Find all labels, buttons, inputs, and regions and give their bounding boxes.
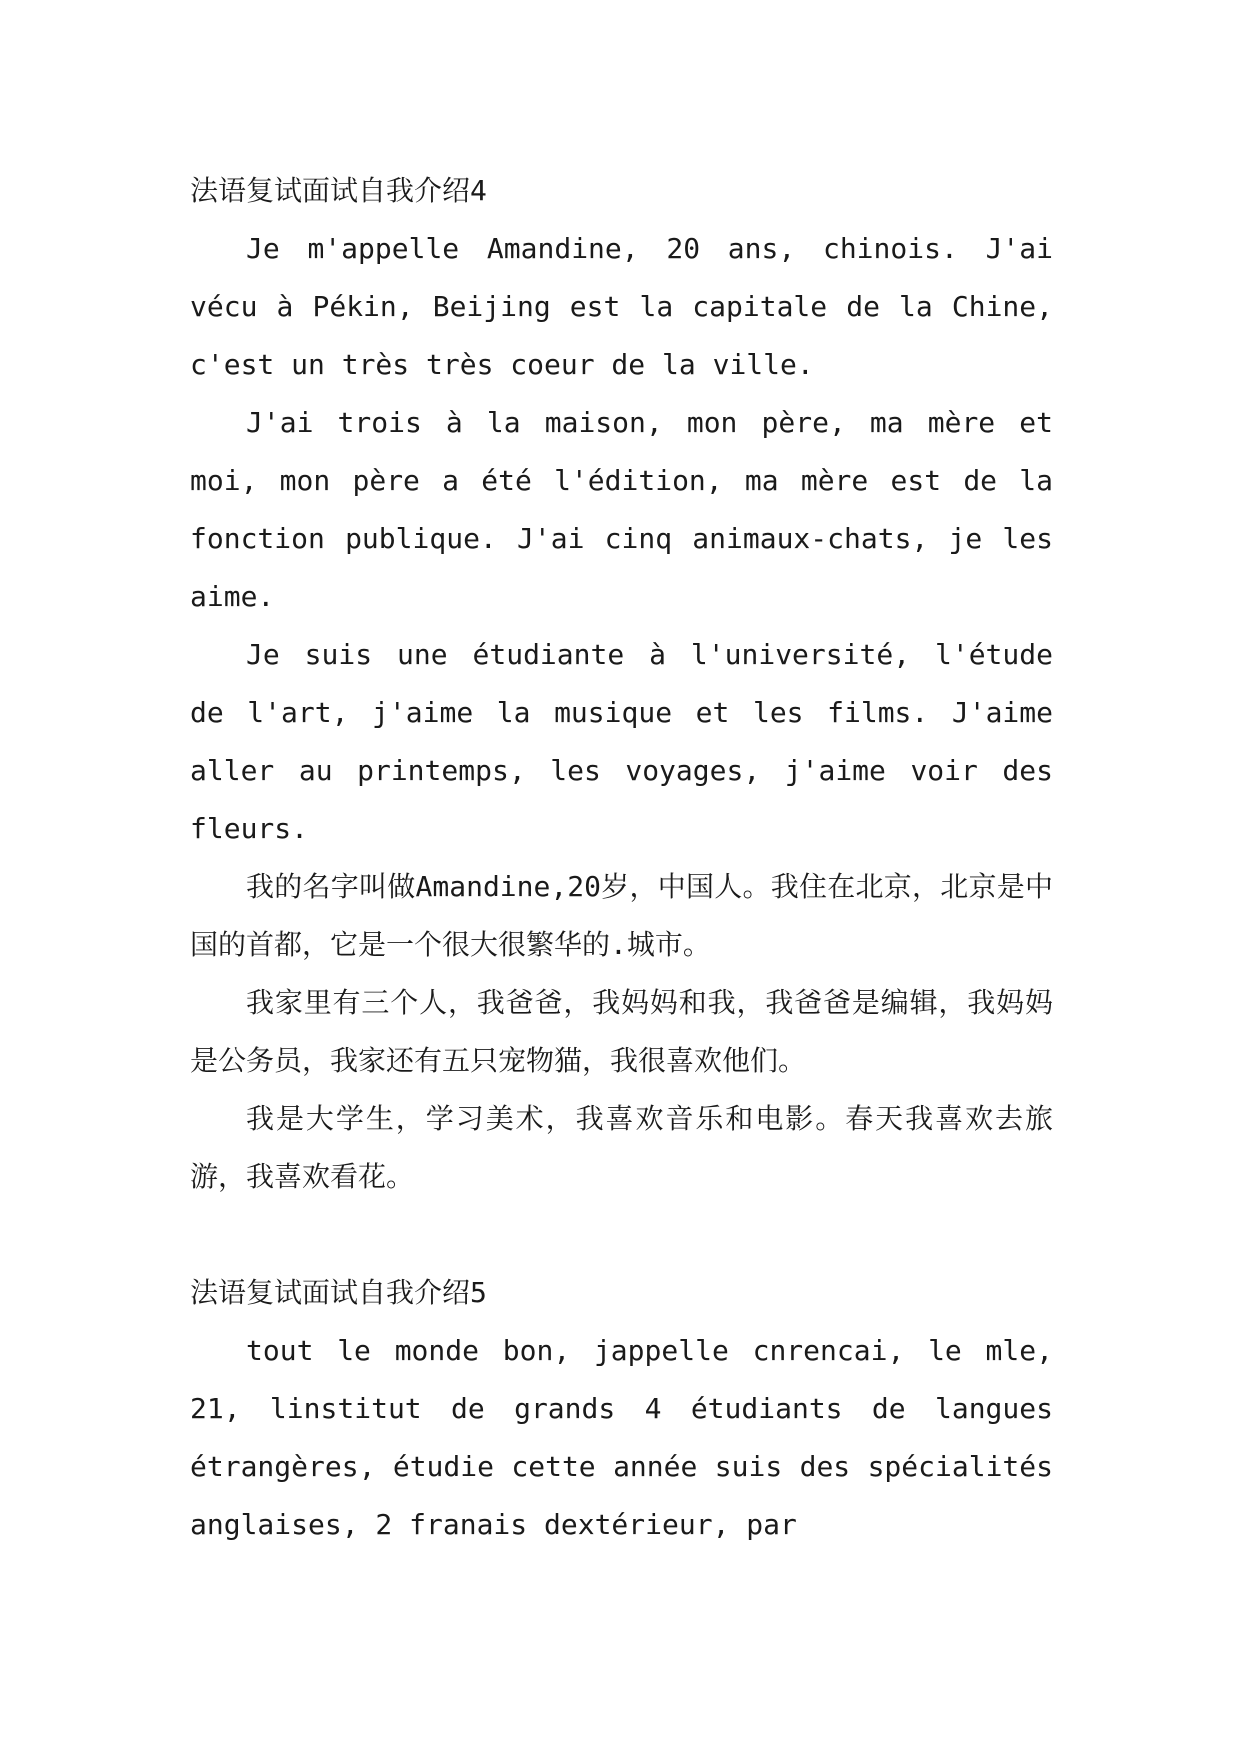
section-heading: 法语复试面试自我介绍4 — [190, 174, 487, 207]
paragraph: 我的名字叫做Amandine,20岁，中国人。我住在北京，北京是中国的首都，它是一个很大很繁华的.城市。 — [190, 870, 1053, 961]
section-intro-5 — [190, 1264, 1053, 1554]
paragraph: 我家里有三个人，我爸爸，我妈妈和我，我爸爸是编辑，我妈妈是公务员，我家还有五只宠物猫，我很喜欢他们。 — [190, 986, 1053, 1077]
paragraph: tout le monde bon, jappelle cnrencai, le mle, 21, linstitut de grands 4 étudiants de langues étrangères, étudie cette année suis des spécialités anglaises, 2 franais dextérieur, par — [190, 1334, 1053, 1541]
section-spacer — [190, 1206, 1053, 1264]
section-intro-4 — [190, 162, 1053, 1206]
paragraph: J'ai trois à la maison, mon père, ma mère et moi, mon père a été l'édition, ma mère est de la fonction publique. J'ai cinq animaux-chats, je les aime. — [190, 406, 1053, 613]
paragraph: Je suis une étudiante à l'université, l'étude de l'art, j'aime la musique et les films. J'aime aller au printemps, les voyages, j'aime voir des fleurs. — [190, 638, 1053, 845]
paragraph: Je m'appelle Amandine, 20 ans, chinois. J'ai vécu à Pékin, Beijing est la capitale de la Chine, c'est un très très coeur de la ville. — [190, 232, 1053, 381]
section-heading: 法语复试面试自我介绍5 — [190, 1276, 487, 1309]
document-body — [190, 162, 1053, 1554]
paragraph: 我是大学生，学习美术，我喜欢音乐和电影。春天我喜欢去旅游，我喜欢看花。 — [190, 1102, 1053, 1193]
